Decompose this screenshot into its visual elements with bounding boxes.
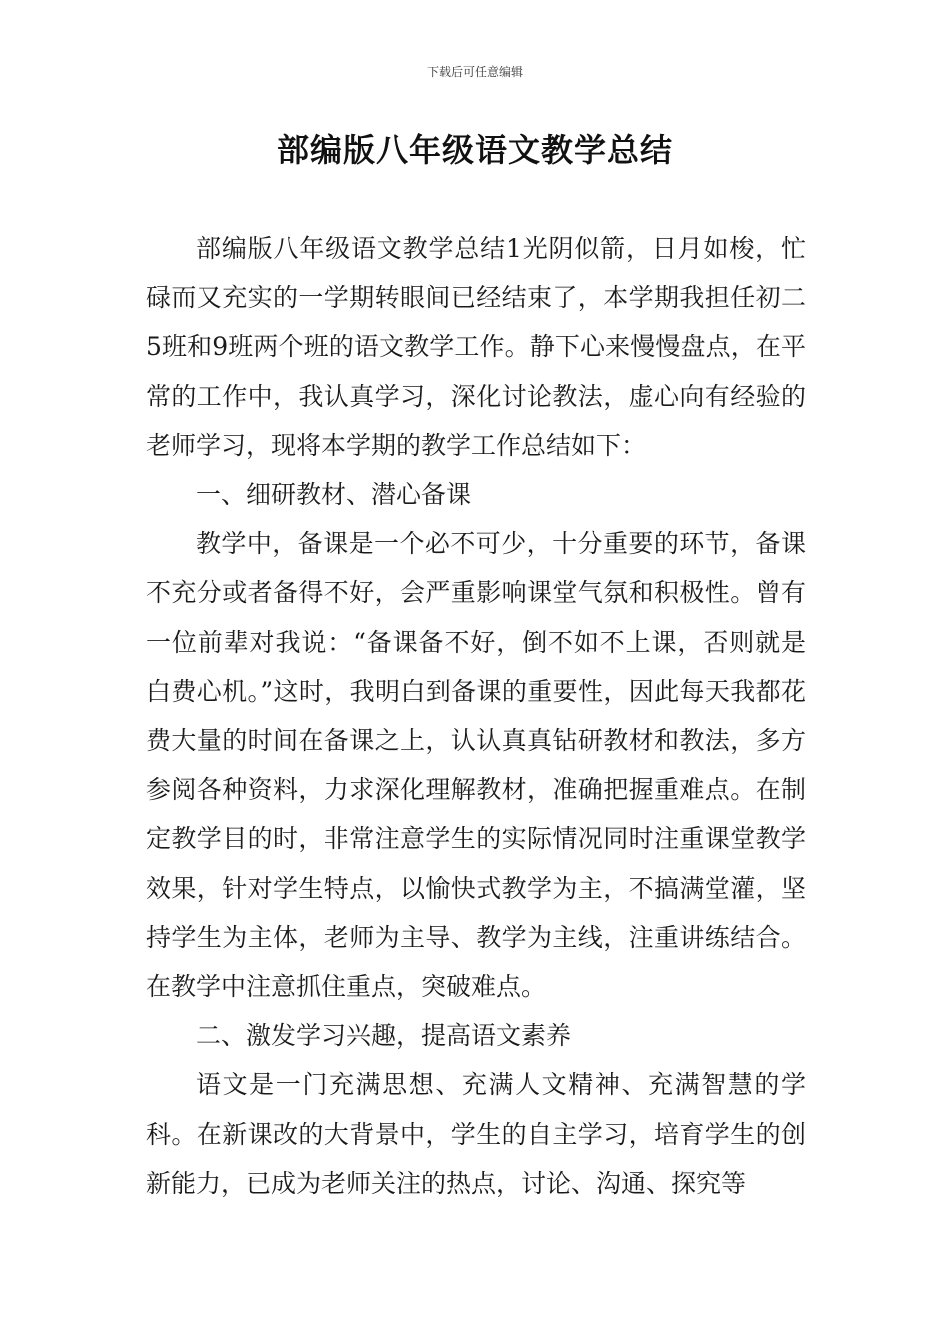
- document-title: 部编版八年级语文教学总结: [276, 131, 673, 169]
- section-heading-2: 二、激发学习兴趣，提高语文素养: [196, 1021, 572, 1051]
- document-body: [146, 224, 806, 1208]
- header-note: 下载后可任意编辑: [426, 65, 523, 79]
- paragraph-section-2: 语文是一门充满思想、充满人文精神、充满智慧的学科。在新课改的大背景中，学生的自主学习，培育学生的创新能力，已成为老师关注的热点，讨论、沟通、探究等: [146, 1070, 806, 1198]
- section-heading-1: 一、细研教材、潜心备课: [196, 480, 472, 510]
- paragraph-section-1: 教学中，备课是一个必不可少，十分重要的环节，备课不充分或者备得不好，会严重影响课堂气氛和积极性。曾有一位前辈对我说：“备课备不好，倒不如不上课，否则就是白费心机。”这时，我明白到备课的重要性，因此每天我都花费大量的时间在备课之上，认认真真钻研教材和教法，多方参阅各种资料，力求深化理解教材，准确把握重难点。在制定教学目的时，非常注意学生的实际情况同时注重课堂教学效果，针对学生特点，以愉快式教学为主，不搞满堂灌，坚持学生为主体，老师为主导、教学为主线，注重讲练结合。在教学中注意抓住重点，突破难点。: [146, 529, 806, 1002]
- paragraph-intro: 部编版八年级语文教学总结1光阴似箭，日月如梭，忙碌而又充实的一学期转眼间已经结束了，本学期我担任初二5班和9班两个班的语文教学工作。静下心来慢慢盘点，在平常的工作中，我认真学习，深化讨论教法，虚心向有经验的老师学习，现将本学期的教学工作总结如下：: [146, 234, 806, 460]
